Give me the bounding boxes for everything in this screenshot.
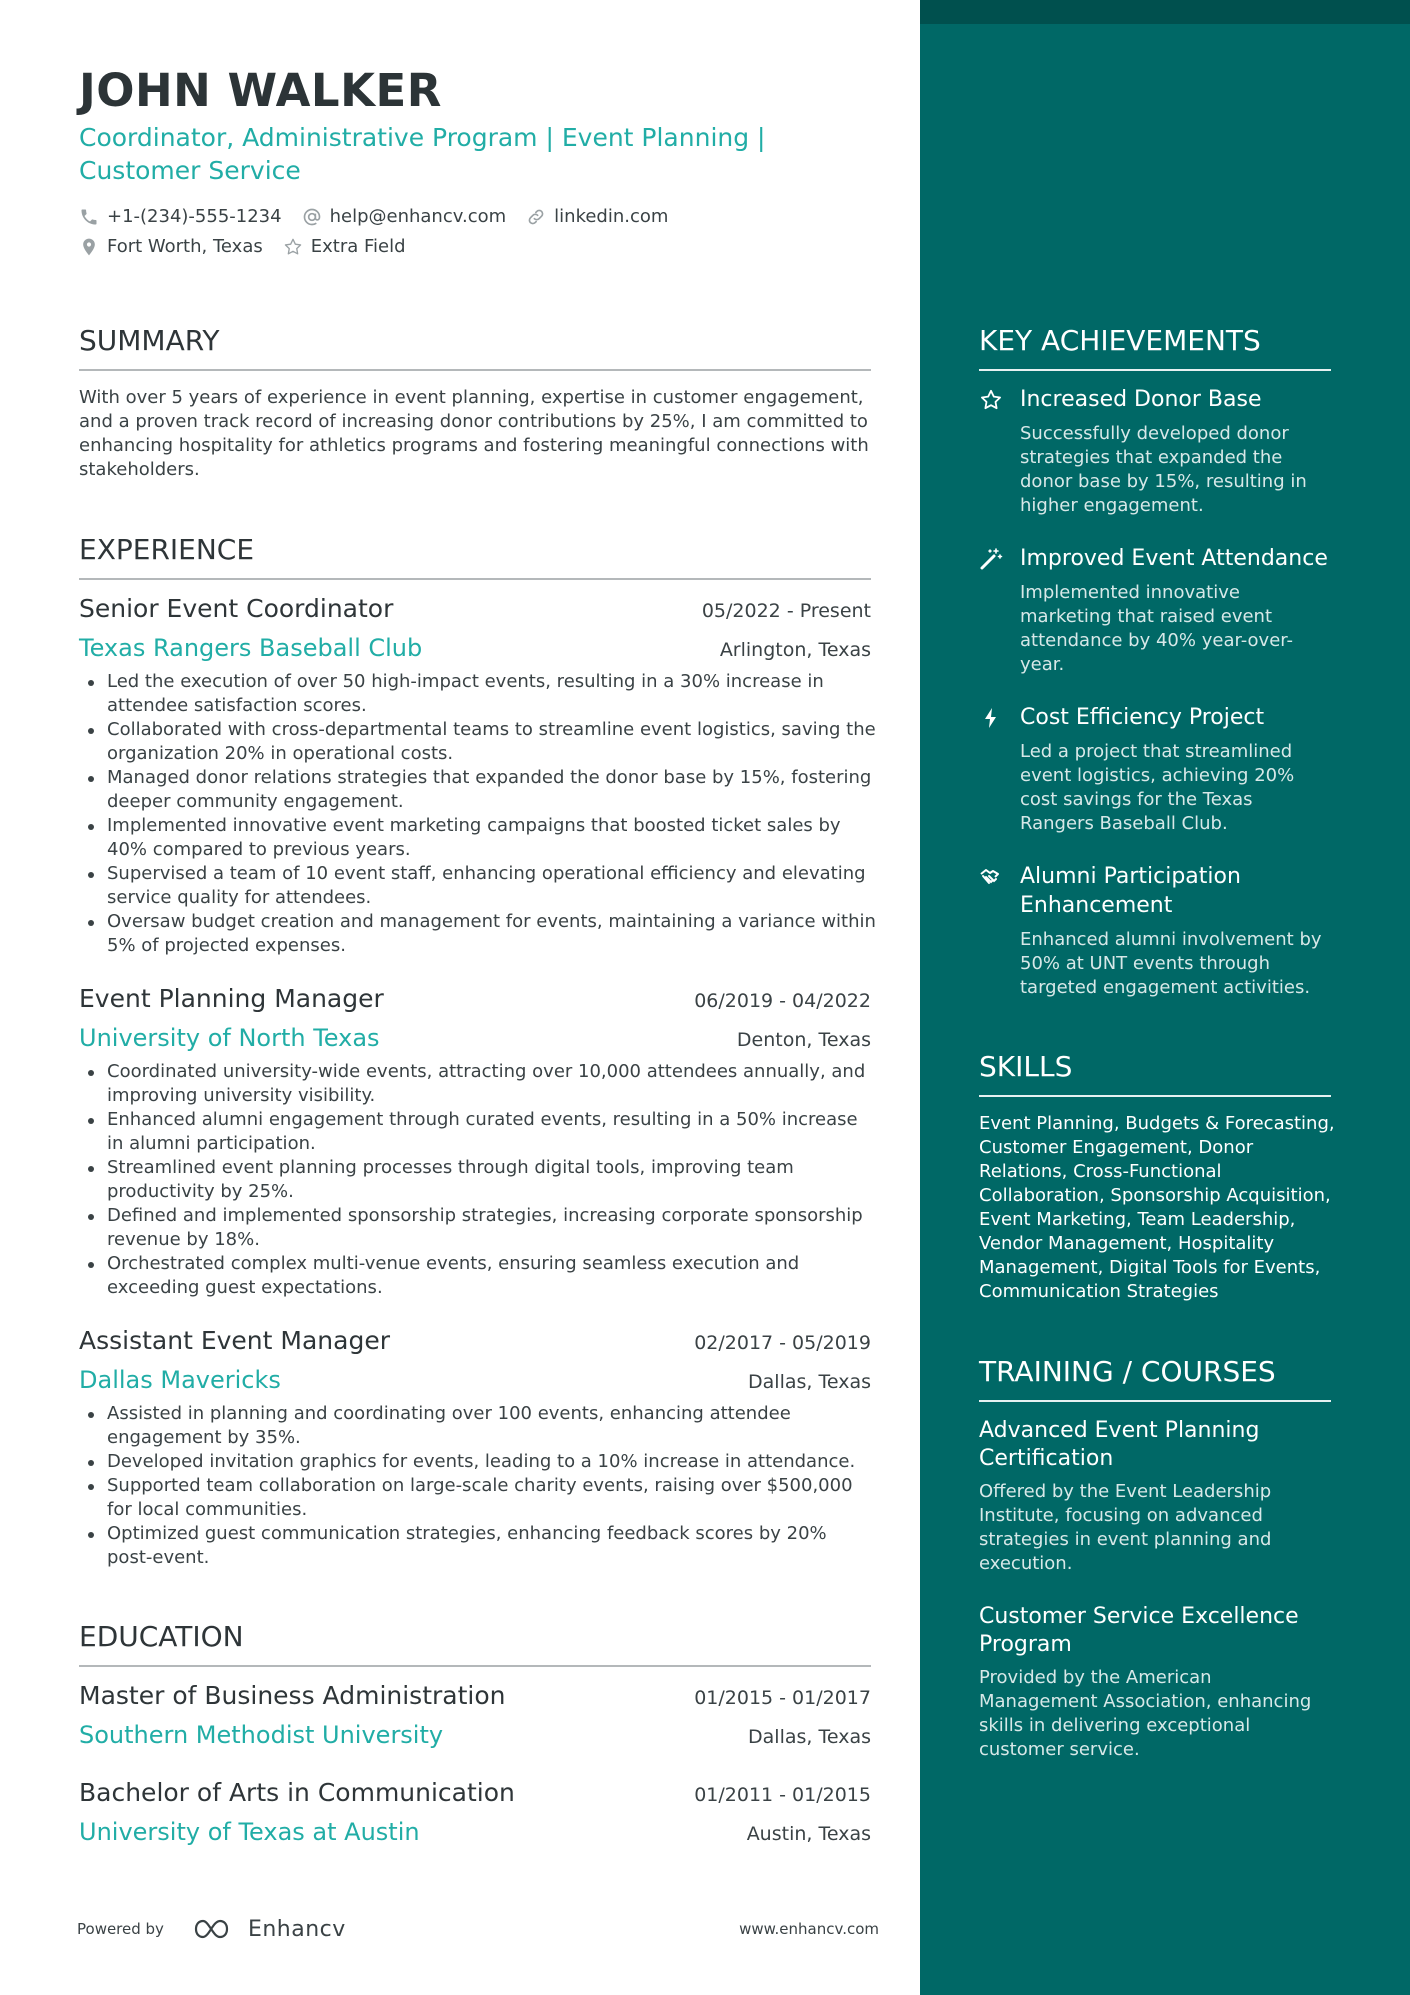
at-icon <box>302 207 322 227</box>
enhancv-wordmark: Enhancv <box>247 1916 346 1942</box>
achievement-title: Alumni Participation Enhancement <box>1020 864 1241 918</box>
email-text: help@enhancv.com <box>329 206 507 227</box>
bullet-item: Coordinated university-wide events, attracting over 10,000 attendees annually, and improving university visibility. <box>107 1060 877 1108</box>
contact-phone[interactable] <box>79 206 282 227</box>
bullet-item: Streamlined event planning processes through digital tools, improving team productivity by 25%. <box>107 1156 877 1204</box>
job-location: Dallas, Texas <box>748 1371 871 1393</box>
phone-icon <box>79 207 99 227</box>
job-1-header <box>79 594 871 623</box>
school-name: Southern Methodist University <box>79 1721 444 1749</box>
achievement-title: Cost Efficiency Project <box>1020 705 1265 730</box>
enhancv-logo-icon <box>192 1917 238 1941</box>
job-dates: 05/2022 - Present <box>701 600 871 622</box>
footer <box>77 1914 879 1944</box>
bullet-item: Led the execution of over 50 high-impact events, resulting in a 30% increase in attendee satisfaction scores. <box>107 670 877 718</box>
achievement-description: Led a project that streamlined event logistics, achieving 20% cost savings for the Texas Rangers Baseball Club. <box>1020 741 1295 834</box>
job-location: Denton, Texas <box>736 1029 871 1051</box>
bullet-item: Collaborated with cross-departmental teams to streamline event logistics, saving the organization 20% in operational costs. <box>107 719 876 764</box>
education-location: Austin, Texas <box>746 1823 871 1845</box>
enhancv-brand[interactable] <box>192 1917 346 1942</box>
skills-list: Event Planning, Budgets & Forecasting, Customer Engagement, Donor Relations, Cross-Functional Collaboration, Sponsorship Acquisition, Event Marketing, Team Leadership, Vendor Management, Hospitality Management, Digital Tools for Events, Communication Strategies <box>979 1113 1335 1302</box>
achievement-description: Implemented innovative marketing that raised event attendance by 40% year-over-year. <box>1020 582 1294 675</box>
achievement-description: Successfully developed donor strategies that expanded the donor base by 15%, resulting in higher engagement. <box>1020 423 1307 516</box>
company-name: University of North Texas <box>79 1024 380 1052</box>
contact-email[interactable] <box>302 206 507 227</box>
contact-location <box>79 236 263 257</box>
summary-text: With over 5 years of experience in event planning, expertise in customer engagement, and a proven track record of increasing donor contributions by 25%, I am committed to enhancing hospitality for athletics programs and fostering meaningful connections with stakeholders. <box>79 387 869 480</box>
course-title: Advanced Event Planning Certification <box>979 1418 1260 1471</box>
job-3-bullets <box>107 1402 877 1570</box>
job-location: Arlington, Texas <box>719 639 871 661</box>
bullet-item: Developed invitation graphics for events, leading to a 10% increase in attendance. <box>107 1450 877 1474</box>
school-name: University of Texas at Austin <box>79 1818 420 1846</box>
bullet-item: Assisted in planning and coordinating over 100 events, enhancing attendee engagement by 35%. <box>107 1402 877 1450</box>
education-heading: EDUCATION <box>79 1620 871 1667</box>
education-1-header <box>79 1681 871 1710</box>
course-description: Provided by the American Management Association, enhancing skills in delivering exceptional customer service. <box>979 1667 1312 1760</box>
bullet-item: Optimized guest communication strategies, enhancing feedback scores by 20% post-event. <box>107 1522 877 1570</box>
training-heading: TRAINING / COURSES <box>979 1355 1331 1402</box>
job-dates: 02/2017 - 05/2019 <box>694 1332 871 1354</box>
experience-heading: EXPERIENCE <box>79 533 871 580</box>
contact-row-2 <box>79 236 426 257</box>
phone-text: +1-(234)-555-1234 <box>107 206 282 227</box>
bullet-item: Managed donor relations strategies that expanded the donor base by 15%, fostering deeper community engagement. <box>107 766 877 814</box>
education-location: Dallas, Texas <box>748 1726 871 1748</box>
job-title: Senior Event Coordinator <box>79 594 394 623</box>
candidate-name: JOHN WALKER <box>79 64 442 117</box>
job-1-subheader <box>79 634 871 662</box>
candidate-headline: Coordinator, Administrative Program | Event Planning | Customer Service <box>79 123 766 185</box>
job-3-subheader <box>79 1366 871 1394</box>
job-1-bullets <box>107 670 877 958</box>
contact-linkedin[interactable] <box>526 206 668 227</box>
location-pin-icon <box>79 237 99 257</box>
achievement-title: Improved Event Attendance <box>1020 546 1328 571</box>
magic-wand-icon <box>979 547 1003 571</box>
lightning-icon <box>979 706 1003 730</box>
education-dates: 01/2011 - 01/2015 <box>694 1784 871 1806</box>
company-name: Texas Rangers Baseball Club <box>79 634 423 662</box>
contact-row-1 <box>79 206 688 227</box>
powered-by-label: Powered by <box>77 1920 164 1938</box>
handshake-icon <box>979 865 1003 889</box>
job-3-header <box>79 1326 871 1355</box>
job-2-subheader <box>79 1024 871 1052</box>
job-2-header <box>79 984 871 1013</box>
education-2-subheader <box>79 1818 871 1846</box>
job-title: Event Planning Manager <box>79 984 384 1013</box>
course-description: Offered by the Event Leadership Institute, focusing on advanced strategies in event planning and execution. <box>979 1481 1272 1574</box>
bullet-item: Supported team collaboration on large-scale charity events, raising over $500,000 for local communities. <box>107 1474 877 1522</box>
degree-name: Master of Business Administration <box>79 1681 506 1710</box>
location-text: Fort Worth, Texas <box>107 236 263 257</box>
company-name: Dallas Mavericks <box>79 1366 281 1394</box>
education-dates: 01/2015 - 01/2017 <box>694 1687 871 1709</box>
bullet-item: Oversaw budget creation and management for events, maintaining a variance within 5% of projected expenses. <box>107 911 876 956</box>
summary-heading: SUMMARY <box>79 324 871 371</box>
achievement-description: Enhanced alumni involvement by 50% at UNT events through targeted engagement activities. <box>1020 929 1322 998</box>
star-icon <box>283 237 303 257</box>
linkedin-text: linkedin.com <box>554 206 669 227</box>
bullet-item: Implemented innovative event marketing campaigns that boosted ticket sales by 40% compared to previous years. <box>107 814 877 862</box>
website-link[interactable]: www.enhancv.com <box>739 1920 879 1938</box>
job-title: Assistant Event Manager <box>79 1326 390 1355</box>
education-1-subheader <box>79 1721 871 1749</box>
course-title: Customer Service Excellence Program <box>979 1604 1299 1657</box>
skills-heading: SKILLS <box>979 1050 1331 1097</box>
job-dates: 06/2019 - 04/2022 <box>694 990 871 1012</box>
extra-field-text: Extra Field <box>310 236 406 257</box>
bullet-item: Supervised a team of 10 event staff, enhancing operational efficiency and elevating service quality for attendees. <box>107 862 877 910</box>
sidebar-top-bar <box>920 0 1410 24</box>
job-2-bullets <box>107 1060 877 1300</box>
achievement-title: Increased Donor Base <box>1020 387 1262 412</box>
contact-extra <box>283 236 406 257</box>
link-icon <box>526 207 546 227</box>
degree-name: Bachelor of Arts in Communication <box>79 1778 515 1807</box>
achievements-heading: KEY ACHIEVEMENTS <box>979 324 1331 371</box>
bullet-item: Orchestrated complex multi-venue events, ensuring seamless execution and exceeding guest expectations. <box>107 1252 877 1300</box>
bullet-item: Defined and implemented sponsorship strategies, increasing corporate sponsorship revenue by 18%. <box>107 1204 877 1252</box>
star-icon <box>979 388 1003 412</box>
education-2-header <box>79 1778 871 1807</box>
bullet-item: Enhanced alumni engagement through curated events, resulting in a 50% increase in alumni participation. <box>107 1108 877 1156</box>
